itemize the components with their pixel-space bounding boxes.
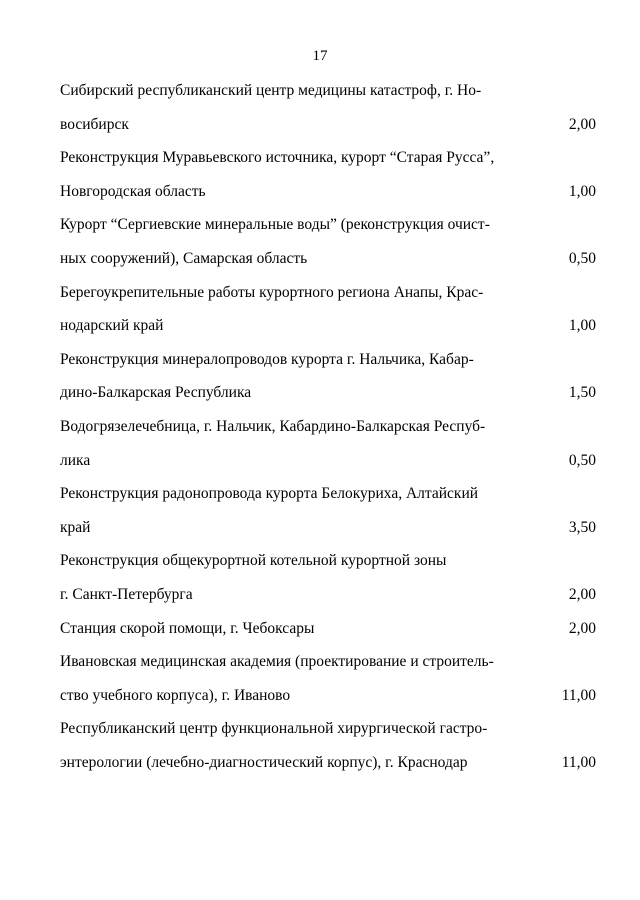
- entry-amount: 11,00: [561, 686, 596, 704]
- list-item: [60, 410, 596, 477]
- list-item: [60, 276, 596, 343]
- entry-line: [60, 477, 596, 511]
- entry-text: край: [60, 518, 91, 536]
- entry-text: ство учебного корпуса), г. Иваново: [60, 686, 291, 704]
- entry-amount: 3,50: [568, 518, 596, 536]
- entry-text: нодарский край: [60, 317, 164, 335]
- entry-amount: 2,00: [568, 585, 596, 603]
- entry-amount: 0,50: [568, 451, 596, 469]
- entry-text: энтерологии (лечебно-диагностический корпус), г. Краснодар: [60, 753, 468, 771]
- entry-line: [60, 208, 596, 242]
- entry-line: [60, 612, 596, 646]
- entry-text: Реконструкция общекурортной котельной курортной зоны: [60, 552, 447, 570]
- list-item: [60, 74, 596, 141]
- entry-text: Берегоукрепительные работы курортного региона Анапы, Крас-: [60, 283, 484, 301]
- entry-line: [60, 276, 596, 310]
- entry-amount: 0,50: [568, 249, 596, 267]
- list-item: [60, 544, 596, 611]
- entry-text: Станция скорой помощи, г. Чебоксары: [60, 619, 315, 637]
- entry-line: [60, 376, 596, 410]
- entry-line: [60, 544, 596, 578]
- entry-text: Реконструкция Муравьевского источника, курорт “Старая Русса”,: [60, 149, 495, 167]
- entry-amount: 11,00: [561, 753, 596, 771]
- entry-line: [60, 141, 596, 175]
- entry-text: Сибирский республиканский центр медицины катастроф, г. Но-: [60, 82, 482, 99]
- entry-text: Новгородская область: [60, 182, 206, 200]
- entry-text: Курорт “Сергиевские минеральные воды” (реконструкция очист-: [60, 216, 490, 234]
- entry-line: [60, 645, 596, 679]
- entry-line: [60, 108, 596, 142]
- entry-line: [60, 578, 596, 612]
- entry-amount: 1,50: [568, 384, 596, 402]
- list-item: [60, 712, 596, 779]
- entry-text: Реконструкция минералопроводов курорта г. Нальчика, Кабар-: [60, 350, 474, 368]
- entry-line: [60, 309, 596, 343]
- page-number: 17: [312, 48, 328, 64]
- entry-text: лика: [60, 451, 91, 469]
- entry-text: ных сооружений), Самарская область: [60, 249, 308, 267]
- entry-line: [60, 511, 596, 545]
- entry-text: Ивановская медицинская академия (проектирование и строитель-: [60, 653, 494, 671]
- entry-line: [60, 410, 596, 444]
- list-item: [60, 208, 596, 275]
- entry-text: Реконструкция радонопровода курорта Белокуриха, Алтайский: [60, 485, 479, 503]
- entry-line: [60, 343, 596, 377]
- list-item: [60, 343, 596, 410]
- entry-line: [60, 679, 596, 713]
- entry-amount: 1,00: [568, 182, 596, 200]
- entry-line: [60, 74, 596, 108]
- list-item: [60, 612, 596, 646]
- entry-text: восибирск: [60, 115, 129, 133]
- entry-amount: 2,00: [568, 619, 596, 637]
- list-item: [60, 645, 596, 712]
- entry-line: [60, 712, 596, 746]
- entry-line: [60, 444, 596, 478]
- entry-line: [60, 175, 596, 209]
- entry-text: г. Санкт-Петербурга: [60, 585, 193, 603]
- entry-text: Водогрязелечебница, г. Нальчик, Кабардино-Балкарская Респуб-: [60, 417, 486, 435]
- entry-amount: 1,00: [568, 317, 596, 335]
- list-item: [60, 477, 596, 544]
- entries-list: [60, 74, 596, 779]
- entry-amount: 2,00: [568, 115, 596, 133]
- entry-line: [60, 746, 596, 780]
- entry-text: Республиканский центр функциональной хирургической гастро-: [60, 720, 488, 738]
- entry-text: дино-Балкарская Республика: [60, 384, 252, 402]
- list-item: [60, 141, 596, 208]
- entry-line: [60, 242, 596, 276]
